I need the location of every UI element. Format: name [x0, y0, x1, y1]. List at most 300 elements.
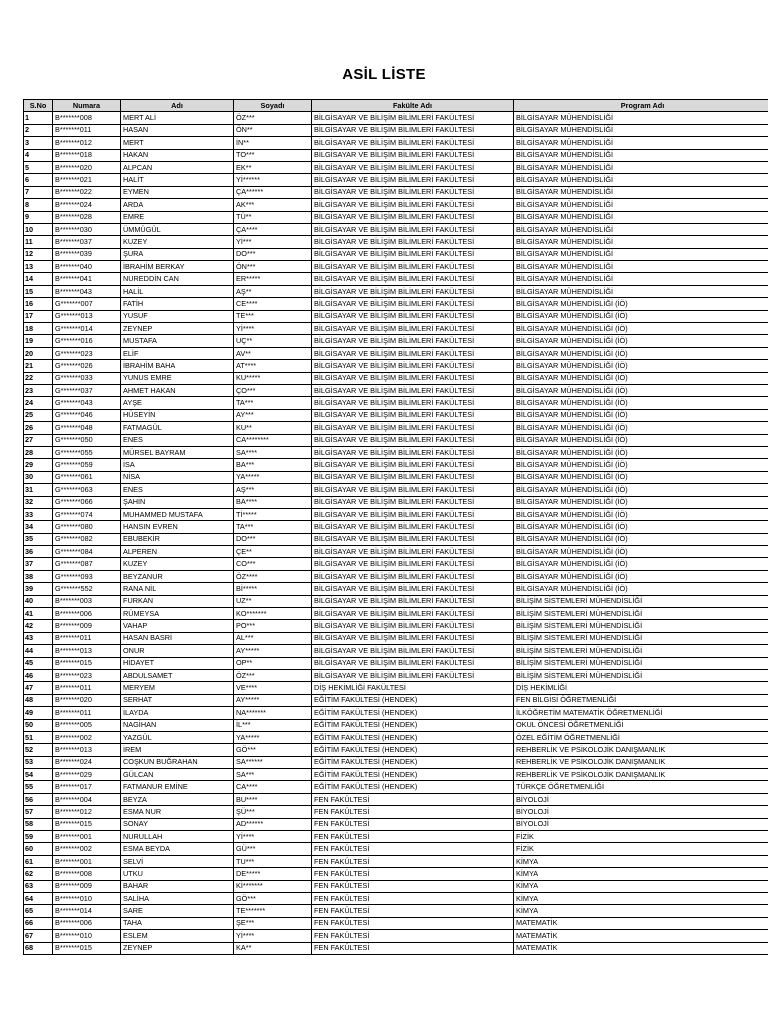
cell-adi: KUZEY	[121, 236, 234, 248]
cell-fakulte: FEN FAKÜLTESİ	[312, 818, 514, 830]
table-row	[24, 558, 768, 570]
cell-adi: SERHAT	[121, 694, 234, 706]
cell-numara: B*******015	[53, 657, 121, 669]
cell-sno: 15	[24, 285, 53, 297]
cell-soyadi: NA*******	[234, 707, 312, 719]
table-row	[24, 384, 768, 396]
cell-soyadi: Yİ***	[234, 236, 312, 248]
cell-numara: G*******066	[53, 496, 121, 508]
cell-adi: ŞAHİN	[121, 496, 234, 508]
cell-sno: 57	[24, 806, 53, 818]
cell-soyadi: GÖ***	[234, 893, 312, 905]
cell-fakulte: FEN FAKÜLTESİ	[312, 930, 514, 942]
cell-soyadi: DO***	[234, 533, 312, 545]
cell-sno: 50	[24, 719, 53, 731]
cell-numara: G*******037	[53, 384, 121, 396]
cell-fakulte: BİLGİSAYAR VE BİLİŞİM BİLİMLERİ FAKÜLTESİ	[312, 558, 514, 570]
cell-program: BİLİŞİM SİSTEMLERİ MÜHENDİSLİĞİ	[514, 669, 768, 681]
cell-adi: KUZEY	[121, 558, 234, 570]
cell-numara: B*******001	[53, 831, 121, 843]
cell-sno: 44	[24, 645, 53, 657]
cell-program: FİZİK	[514, 843, 768, 855]
cell-sno: 42	[24, 620, 53, 632]
table-row	[24, 570, 768, 582]
table-row	[24, 186, 768, 198]
cell-numara: B*******041	[53, 273, 121, 285]
cell-numara: G*******050	[53, 434, 121, 446]
cell-sno: 39	[24, 583, 53, 595]
cell-soyadi: Tİ*****	[234, 508, 312, 520]
cell-numara: G*******074	[53, 508, 121, 520]
cell-soyadi: SA***	[234, 769, 312, 781]
cell-sno: 1	[24, 112, 53, 124]
cell-sno: 43	[24, 632, 53, 644]
cell-program: FEN BİLGİSİ ÖĞRETMENLİĞİ	[514, 694, 768, 706]
cell-fakulte: BİLGİSAYAR VE BİLİŞİM BİLİMLERİ FAKÜLTESİ	[312, 223, 514, 235]
cell-program: BİLGİSAYAR MÜHENDİSLİĞİ (İÖ)	[514, 459, 768, 471]
table-row	[24, 397, 768, 409]
column-header-sno: S.No	[24, 100, 53, 112]
cell-fakulte: EĞİTİM FAKÜLTESİ (HENDEK)	[312, 731, 514, 743]
table-row	[24, 484, 768, 496]
cell-fakulte: BİLGİSAYAR VE BİLİŞİM BİLİMLERİ FAKÜLTESİ	[312, 397, 514, 409]
cell-program: BİLGİSAYAR MÜHENDİSLİĞİ (İÖ)	[514, 558, 768, 570]
cell-adi: İREM	[121, 744, 234, 756]
cell-adi: MERT	[121, 137, 234, 149]
cell-numara: B*******017	[53, 781, 121, 793]
cell-numara: G*******552	[53, 583, 121, 595]
cell-soyadi: Bİ*****	[234, 583, 312, 595]
table-row	[24, 521, 768, 533]
table-row	[24, 769, 768, 781]
cell-numara: B*******006	[53, 917, 121, 929]
cell-fakulte: BİLGİSAYAR VE BİLİŞİM BİLİMLERİ FAKÜLTESİ	[312, 434, 514, 446]
cell-soyadi: CA********	[234, 434, 312, 446]
cell-sno: 6	[24, 174, 53, 186]
cell-fakulte: BİLGİSAYAR VE BİLİŞİM BİLİMLERİ FAKÜLTESİ	[312, 298, 514, 310]
cell-program: BİLGİSAYAR MÜHENDİSLİĞİ	[514, 161, 768, 173]
cell-numara: G*******084	[53, 546, 121, 558]
cell-program: BİLGİSAYAR MÜHENDİSLİĞİ (İÖ)	[514, 546, 768, 558]
cell-soyadi: KO*******	[234, 608, 312, 620]
cell-fakulte: BİLGİSAYAR VE BİLİŞİM BİLİMLERİ FAKÜLTESİ	[312, 174, 514, 186]
cell-sno: 29	[24, 459, 53, 471]
cell-numara: G*******093	[53, 570, 121, 582]
cell-soyadi: BA***	[234, 459, 312, 471]
cell-soyadi: AŞ**	[234, 285, 312, 297]
table-header	[24, 100, 768, 112]
cell-fakulte: BİLGİSAYAR VE BİLİŞİM BİLİMLERİ FAKÜLTESİ	[312, 570, 514, 582]
cell-adi: HASAN BASRİ	[121, 632, 234, 644]
cell-adi: MERT ALİ	[121, 112, 234, 124]
cell-adi: ABDULSAMET	[121, 669, 234, 681]
cell-sno: 68	[24, 942, 53, 954]
cell-program: BİLGİSAYAR MÜHENDİSLİĞİ (İÖ)	[514, 521, 768, 533]
cell-numara: B*******030	[53, 223, 121, 235]
cell-numara: B*******011	[53, 632, 121, 644]
cell-adi: HİDAYET	[121, 657, 234, 669]
table-row	[24, 372, 768, 384]
table-row	[24, 744, 768, 756]
cell-sno: 23	[24, 384, 53, 396]
cell-fakulte: BİLGİSAYAR VE BİLİŞİM BİLİMLERİ FAKÜLTESİ	[312, 211, 514, 223]
cell-adi: ELİF	[121, 347, 234, 359]
cell-program: BİYOLOJİ	[514, 806, 768, 818]
cell-soyadi: Yİ****	[234, 323, 312, 335]
cell-numara: B*******012	[53, 806, 121, 818]
cell-sno: 16	[24, 298, 53, 310]
cell-sno: 2	[24, 124, 53, 136]
cell-adi: RANA NİL	[121, 583, 234, 595]
cell-sno: 24	[24, 397, 53, 409]
cell-soyadi: BA****	[234, 496, 312, 508]
cell-adi: ESMA NUR	[121, 806, 234, 818]
table-row	[24, 608, 768, 620]
cell-sno: 9	[24, 211, 53, 223]
cell-sno: 5	[24, 161, 53, 173]
cell-numara: G*******026	[53, 360, 121, 372]
cell-program: TÜRKÇE ÖĞRETMENLİĞİ	[514, 781, 768, 793]
table-row	[24, 273, 768, 285]
cell-program: BİLGİSAYAR MÜHENDİSLİĞİ	[514, 261, 768, 273]
cell-program: BİLGİSAYAR MÜHENDİSLİĞİ (İÖ)	[514, 484, 768, 496]
column-header-program: Program Adı	[514, 100, 768, 112]
table-row	[24, 645, 768, 657]
cell-fakulte: BİLGİSAYAR VE BİLİŞİM BİLİMLERİ FAKÜLTESİ	[312, 384, 514, 396]
cell-adi: SARE	[121, 905, 234, 917]
cell-sno: 40	[24, 595, 53, 607]
cell-soyadi: YA*****	[234, 471, 312, 483]
cell-soyadi: AY***	[234, 409, 312, 421]
cell-fakulte: BİLGİSAYAR VE BİLİŞİM BİLİMLERİ FAKÜLTESİ	[312, 533, 514, 545]
cell-numara: B*******015	[53, 818, 121, 830]
cell-program: BİLGİSAYAR MÜHENDİSLİĞİ	[514, 199, 768, 211]
cell-adi: AYŞE	[121, 397, 234, 409]
cell-soyadi: TA***	[234, 521, 312, 533]
cell-program: BİLGİSAYAR MÜHENDİSLİĞİ (İÖ)	[514, 422, 768, 434]
cell-soyadi: ER*****	[234, 273, 312, 285]
cell-adi: SELVİ	[121, 855, 234, 867]
cell-soyadi: TÜ**	[234, 211, 312, 223]
cell-sno: 3	[24, 137, 53, 149]
cell-adi: ALPCAN	[121, 161, 234, 173]
cell-adi: ALPEREN	[121, 546, 234, 558]
cell-program: BİLGİSAYAR MÜHENDİSLİĞİ (İÖ)	[514, 347, 768, 359]
cell-program: BİLGİSAYAR MÜHENDİSLİĞİ (İÖ)	[514, 335, 768, 347]
cell-program: BİLİŞİM SİSTEMLERİ MÜHENDİSLİĞİ	[514, 608, 768, 620]
cell-fakulte: BİLGİSAYAR VE BİLİŞİM BİLİMLERİ FAKÜLTESİ	[312, 583, 514, 595]
table-row	[24, 323, 768, 335]
cell-program: BİLGİSAYAR MÜHENDİSLİĞİ (İÖ)	[514, 583, 768, 595]
cell-fakulte: EĞİTİM FAKÜLTESİ (HENDEK)	[312, 694, 514, 706]
cell-program: ÖZEL EĞİTİM ÖĞRETMENLİĞİ	[514, 731, 768, 743]
cell-sno: 46	[24, 669, 53, 681]
table-row	[24, 831, 768, 843]
cell-soyadi: KU*****	[234, 372, 312, 384]
cell-numara: B*******002	[53, 731, 121, 743]
student-list-table	[23, 99, 768, 955]
cell-sno: 62	[24, 868, 53, 880]
cell-fakulte: FEN FAKÜLTESİ	[312, 905, 514, 917]
table-row	[24, 446, 768, 458]
cell-program: BİLGİSAYAR MÜHENDİSLİĞİ	[514, 248, 768, 260]
cell-fakulte: BİLGİSAYAR VE BİLİŞİM BİLİMLERİ FAKÜLTESİ	[312, 161, 514, 173]
cell-numara: B*******010	[53, 930, 121, 942]
cell-program: MATEMATİK	[514, 930, 768, 942]
cell-soyadi: UÇ**	[234, 335, 312, 347]
cell-program: BİYOLOJİ	[514, 793, 768, 805]
cell-sno: 53	[24, 756, 53, 768]
cell-program: REHBERLİK VE PSİKOLOJİK DANIŞMANLIK	[514, 756, 768, 768]
cell-sno: 41	[24, 608, 53, 620]
cell-sno: 52	[24, 744, 53, 756]
table-row	[24, 409, 768, 421]
cell-soyadi: OP**	[234, 657, 312, 669]
cell-sno: 30	[24, 471, 53, 483]
cell-sno: 13	[24, 261, 53, 273]
cell-adi: ENES	[121, 484, 234, 496]
cell-program: BİLGİSAYAR MÜHENDİSLİĞİ	[514, 112, 768, 124]
cell-sno: 32	[24, 496, 53, 508]
cell-numara: G*******055	[53, 446, 121, 458]
table-row	[24, 298, 768, 310]
cell-adi: MUSTAFA	[121, 335, 234, 347]
cell-numara: B*******010	[53, 893, 121, 905]
cell-numara: G*******061	[53, 471, 121, 483]
cell-adi: FATİH	[121, 298, 234, 310]
table-row	[24, 508, 768, 520]
column-header-fakulte: Fakülte Adı	[312, 100, 514, 112]
cell-soyadi: Kİ*******	[234, 880, 312, 892]
cell-soyadi: KU**	[234, 422, 312, 434]
table-row	[24, 880, 768, 892]
cell-adi: ŞURA	[121, 248, 234, 260]
cell-program: MATEMATİK	[514, 917, 768, 929]
cell-numara: B*******008	[53, 868, 121, 880]
header-row	[24, 100, 768, 112]
cell-adi: FATMAGÜL	[121, 422, 234, 434]
table-row	[24, 434, 768, 446]
cell-fakulte: FEN FAKÜLTESİ	[312, 793, 514, 805]
table-row	[24, 843, 768, 855]
cell-soyadi: ÇA******	[234, 186, 312, 198]
cell-sno: 48	[24, 694, 53, 706]
table-row	[24, 149, 768, 161]
cell-fakulte: BİLGİSAYAR VE BİLİŞİM BİLİMLERİ FAKÜLTESİ	[312, 546, 514, 558]
cell-numara: B*******014	[53, 905, 121, 917]
cell-soyadi: ÇE**	[234, 546, 312, 558]
cell-adi: TAHA	[121, 917, 234, 929]
table-row	[24, 930, 768, 942]
cell-program: BİLGİSAYAR MÜHENDİSLİĞİ (İÖ)	[514, 446, 768, 458]
cell-numara: B*******008	[53, 112, 121, 124]
cell-sno: 61	[24, 855, 53, 867]
page-title: ASİL LİSTE	[342, 66, 426, 83]
cell-sno: 20	[24, 347, 53, 359]
cell-numara: G*******087	[53, 558, 121, 570]
cell-soyadi: İN**	[234, 137, 312, 149]
cell-soyadi: AY*****	[234, 694, 312, 706]
cell-adi: UTKU	[121, 868, 234, 880]
cell-fakulte: BİLGİSAYAR VE BİLİŞİM BİLİMLERİ FAKÜLTESİ	[312, 608, 514, 620]
cell-adi: İLAYDA	[121, 707, 234, 719]
table-row	[24, 620, 768, 632]
cell-adi: ESLEM	[121, 930, 234, 942]
cell-soyadi: TA***	[234, 397, 312, 409]
cell-fakulte: BİLGİSAYAR VE BİLİŞİM BİLİMLERİ FAKÜLTESİ	[312, 360, 514, 372]
cell-program: KİMYA	[514, 893, 768, 905]
cell-adi: HAKAN	[121, 149, 234, 161]
cell-adi: EYMEN	[121, 186, 234, 198]
cell-fakulte: FEN FAKÜLTESİ	[312, 893, 514, 905]
cell-program: BİYOLOJİ	[514, 818, 768, 830]
cell-sno: 25	[24, 409, 53, 421]
table-row	[24, 719, 768, 731]
cell-adi: HALİT	[121, 174, 234, 186]
cell-sno: 45	[24, 657, 53, 669]
cell-sno: 47	[24, 682, 53, 694]
cell-fakulte: BİLGİSAYAR VE BİLİŞİM BİLİMLERİ FAKÜLTESİ	[312, 335, 514, 347]
cell-sno: 60	[24, 843, 53, 855]
cell-numara: B*******011	[53, 707, 121, 719]
cell-numara: B*******039	[53, 248, 121, 260]
cell-soyadi: GÖ***	[234, 744, 312, 756]
cell-sno: 18	[24, 323, 53, 335]
cell-fakulte: FEN FAKÜLTESİ	[312, 843, 514, 855]
cell-fakulte: BİLGİSAYAR VE BİLİŞİM BİLİMLERİ FAKÜLTESİ	[312, 620, 514, 632]
cell-program: BİLİŞİM SİSTEMLERİ MÜHENDİSLİĞİ	[514, 632, 768, 644]
cell-soyadi: ÇO***	[234, 384, 312, 396]
cell-sno: 55	[24, 781, 53, 793]
cell-fakulte: FEN FAKÜLTESİ	[312, 942, 514, 954]
table-row	[24, 781, 768, 793]
cell-fakulte: BİLGİSAYAR VE BİLİŞİM BİLİMLERİ FAKÜLTESİ	[312, 471, 514, 483]
cell-adi: YAZGÜL	[121, 731, 234, 743]
cell-adi: BEYZANUR	[121, 570, 234, 582]
cell-soyadi: TU***	[234, 855, 312, 867]
cell-fakulte: BİLGİSAYAR VE BİLİŞİM BİLİMLERİ FAKÜLTESİ	[312, 496, 514, 508]
cell-adi: EMRE	[121, 211, 234, 223]
cell-sno: 34	[24, 521, 53, 533]
cell-sno: 7	[24, 186, 53, 198]
cell-adi: ESMA BEYDA	[121, 843, 234, 855]
cell-sno: 11	[24, 236, 53, 248]
table-row	[24, 285, 768, 297]
cell-adi: VAHAP	[121, 620, 234, 632]
cell-program: BİLGİSAYAR MÜHENDİSLİĞİ	[514, 273, 768, 285]
cell-adi: NİSA	[121, 471, 234, 483]
cell-soyadi: ÇA****	[234, 223, 312, 235]
table-row	[24, 261, 768, 273]
cell-fakulte: EĞİTİM FAKÜLTESİ (HENDEK)	[312, 719, 514, 731]
cell-soyadi: AY*****	[234, 645, 312, 657]
cell-numara: B*******001	[53, 855, 121, 867]
cell-adi: SONAY	[121, 818, 234, 830]
cell-soyadi: ÖN**	[234, 124, 312, 136]
cell-program: BİLGİSAYAR MÜHENDİSLİĞİ (İÖ)	[514, 434, 768, 446]
cell-numara: G*******033	[53, 372, 121, 384]
cell-program: OKUL ÖNCESİ ÖĞRETMENLİĞİ	[514, 719, 768, 731]
cell-sno: 56	[24, 793, 53, 805]
cell-soyadi: UZ**	[234, 595, 312, 607]
cell-fakulte: FEN FAKÜLTESİ	[312, 880, 514, 892]
cell-program: BİLGİSAYAR MÜHENDİSLİĞİ (İÖ)	[514, 397, 768, 409]
cell-soyadi: ÖZ***	[234, 112, 312, 124]
cell-fakulte: DİŞ HEKİMLİĞİ FAKÜLTESİ	[312, 682, 514, 694]
table-row	[24, 583, 768, 595]
cell-fakulte: EĞİTİM FAKÜLTESİ (HENDEK)	[312, 707, 514, 719]
cell-numara: G*******048	[53, 422, 121, 434]
cell-numara: B*******028	[53, 211, 121, 223]
table-row	[24, 459, 768, 471]
table-row	[24, 855, 768, 867]
cell-soyadi: TE*******	[234, 905, 312, 917]
table-row	[24, 137, 768, 149]
cell-program: KİMYA	[514, 855, 768, 867]
cell-soyadi: AŞ***	[234, 484, 312, 496]
cell-numara: G*******080	[53, 521, 121, 533]
cell-program: BİLGİSAYAR MÜHENDİSLİĞİ (İÖ)	[514, 384, 768, 396]
cell-numara: B*******029	[53, 769, 121, 781]
cell-program: BİLİŞİM SİSTEMLERİ MÜHENDİSLİĞİ	[514, 595, 768, 607]
table-row	[24, 310, 768, 322]
cell-fakulte: BİLGİSAYAR VE BİLİŞİM BİLİMLERİ FAKÜLTESİ	[312, 149, 514, 161]
cell-program: BİLGİSAYAR MÜHENDİSLİĞİ	[514, 174, 768, 186]
cell-program: BİLGİSAYAR MÜHENDİSLİĞİ	[514, 186, 768, 198]
cell-sno: 58	[24, 818, 53, 830]
table-row	[24, 533, 768, 545]
table-row	[24, 756, 768, 768]
cell-soyadi: DE*****	[234, 868, 312, 880]
cell-soyadi: Yİ******	[234, 174, 312, 186]
cell-soyadi: AL***	[234, 632, 312, 644]
cell-program: BİLGİSAYAR MÜHENDİSLİĞİ	[514, 124, 768, 136]
table-row	[24, 942, 768, 954]
cell-numara: G*******063	[53, 484, 121, 496]
cell-program: REHBERLİK VE PSİKOLOJİK DANIŞMANLIK	[514, 744, 768, 756]
cell-sno: 4	[24, 149, 53, 161]
cell-soyadi: İL***	[234, 719, 312, 731]
cell-adi: ONUR	[121, 645, 234, 657]
cell-adi: FATMANUR EMİNE	[121, 781, 234, 793]
cell-program: BİLGİSAYAR MÜHENDİSLİĞİ	[514, 223, 768, 235]
cell-program: BİLGİSAYAR MÜHENDİSLİĞİ (İÖ)	[514, 508, 768, 520]
cell-sno: 54	[24, 769, 53, 781]
cell-program: FİZİK	[514, 831, 768, 843]
cell-fakulte: BİLGİSAYAR VE BİLİŞİM BİLİMLERİ FAKÜLTESİ	[312, 310, 514, 322]
cell-sno: 14	[24, 273, 53, 285]
cell-adi: NAGİHAN	[121, 719, 234, 731]
cell-sno: 26	[24, 422, 53, 434]
table-row	[24, 124, 768, 136]
cell-soyadi: DO***	[234, 248, 312, 260]
cell-soyadi: AD******	[234, 818, 312, 830]
cell-numara: B*******024	[53, 199, 121, 211]
cell-sno: 37	[24, 558, 53, 570]
cell-soyadi: SA****	[234, 446, 312, 458]
cell-adi: NURULLAH	[121, 831, 234, 843]
table-row	[24, 248, 768, 260]
cell-adi: MÜRSEL BAYRAM	[121, 446, 234, 458]
cell-soyadi: CE****	[234, 298, 312, 310]
cell-numara: G*******023	[53, 347, 121, 359]
cell-sno: 67	[24, 930, 53, 942]
cell-program: KİMYA	[514, 905, 768, 917]
cell-program: BİLGİSAYAR MÜHENDİSLİĞİ (İÖ)	[514, 310, 768, 322]
cell-fakulte: BİLGİSAYAR VE BİLİŞİM BİLİMLERİ FAKÜLTESİ	[312, 323, 514, 335]
cell-numara: B*******002	[53, 843, 121, 855]
cell-program: KİMYA	[514, 868, 768, 880]
